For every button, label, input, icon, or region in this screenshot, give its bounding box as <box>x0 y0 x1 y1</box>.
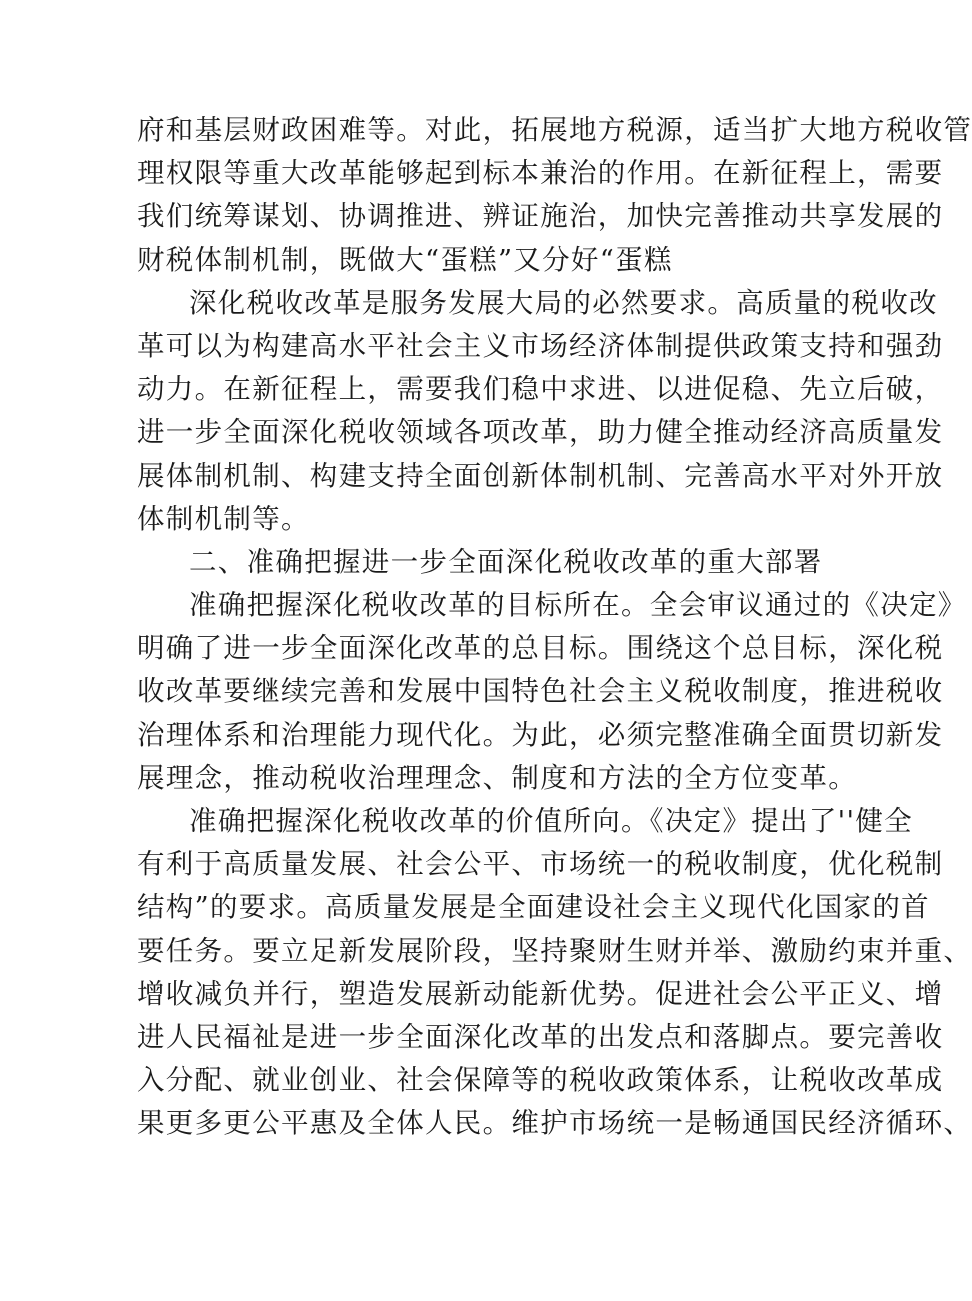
text-line: 展体制机制、构建支持全面创新体制机制、完善高水平对外开放 <box>137 459 944 492</box>
text-line: 动力。在新征程上，需要我们稳中求进、以进促稳、先立后破， <box>137 373 944 406</box>
text-line: 体制机制等。 <box>137 502 310 535</box>
text-line: 有利于高质量发展、社会公平、市场统一的税收制度，优化税制 <box>137 848 944 881</box>
text-line: 革可以为构建高水平社会主义市场经济体制提供政策支持和强劲 <box>137 329 944 362</box>
text-line: 入分配、就业创业、社会保障等的税收政策体系，让税收改革成 <box>137 1064 944 1097</box>
text-line: 治理体系和治理能力现代化。为此，必须完整准确全面贯切新发 <box>137 718 944 751</box>
text-line: 深化税收改革是服务发展大局的必然要求。高质量的税收改 <box>189 286 938 319</box>
text-line: 收改革要继续完善和发展中国特色社会主义税收制度，推进税收 <box>137 675 944 708</box>
text-line: 结构”的要求。高质量发展是全面建设社会主义现代化国家的首 <box>137 891 930 924</box>
text-line: 进人民福祉是进一步全面深化改革的出发点和落脚点。要完善收 <box>137 1020 944 1053</box>
text-line: 理权限等重大改革能够起到标本兼治的作用。在新征程上，需要 <box>137 157 944 190</box>
text-line: 二、准确把握进一步全面深化税收改革的重大部署 <box>189 545 823 578</box>
text-line: 财税体制机制，既做大“蛋糕”又分好“蛋糕 <box>137 243 673 276</box>
text-line: 准确把握深化税收改革的目标所在。全会审议通过的《决定》 <box>189 589 967 622</box>
text-line: 进一步全面深化税收领域各项改革，助力健全推动经济高质量发 <box>137 416 944 449</box>
document-body <box>137 109 972 1146</box>
text-line: 增收减负并行，塑造发展新动能新优势。促进社会公平正义、增 <box>137 977 944 1010</box>
text-line: 府和基层财政困难等。对此，拓展地方税源，适当扩大地方税收管 <box>137 114 972 146</box>
text-line: 要任务。要立足新发展阶段，坚持聚财生财并举、激励约束并重、 <box>137 934 972 967</box>
text-line: 果更多更公平惠及全体人民。维护市场统一是畅通国民经济循环、 <box>137 1107 972 1140</box>
text-line: 准确把握深化税收改革的价值所向。《决定》提出了''健全 <box>189 805 913 837</box>
text-line: 明确了进一步全面深化改革的总目标。围绕这个总目标，深化税 <box>137 632 944 665</box>
text-line: 展理念，推动税收治理理念、制度和方法的全方位变革。 <box>137 761 857 794</box>
text-line: 我们统筹谋划、协调推进、辨证施治，加快完善推动共享发展的 <box>137 200 944 233</box>
